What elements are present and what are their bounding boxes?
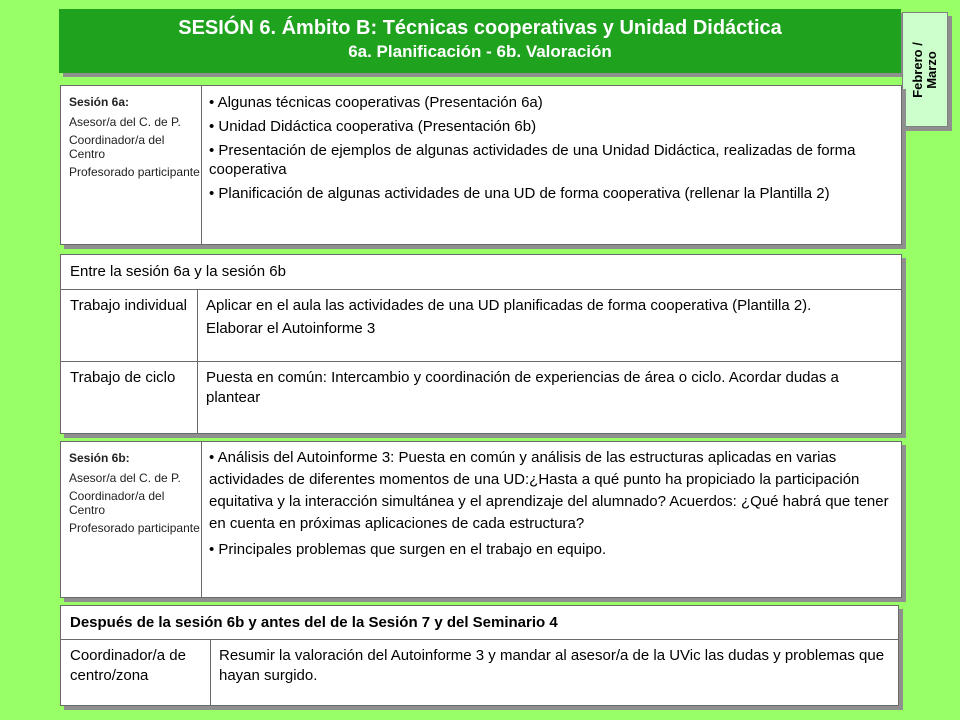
table-row	[61, 362, 901, 433]
role-item: Asesor/a del C. de P.	[69, 471, 181, 485]
session-subtitle: 6a. Planificación - 6b. Valoración	[348, 42, 612, 61]
activity-item: • Presentación de ejemplos de algunas actividades de una Unidad Didáctica, realizadas de forma cooperativa	[209, 142, 856, 178]
session-6a-panel	[60, 85, 902, 245]
activity-item: • Planificación de algunas actividades de una UD de forma cooperativa (rellenar la Plantilla 2)	[209, 185, 830, 202]
session-6a-participants	[61, 86, 202, 244]
session-6b-activities	[202, 442, 901, 597]
row-content: Aplicar en el aula las actividades de una UD planificadas de forma cooperativa (Plantilla 2). Elaborar el Autoinforme 3	[206, 297, 812, 337]
activity-item: • Principales problemas que surgen en el trabajo en equipo.	[209, 541, 607, 558]
after-session-table	[60, 605, 899, 706]
session-6b-heading: Sesión 6b:	[69, 451, 130, 465]
row-label: Trabajo individual	[61, 290, 198, 361]
after-session-header: Después de la sesión 6b y antes del de la Sesión 7 y del Seminario 4	[61, 606, 898, 640]
session-6b-panel	[60, 441, 902, 598]
session-6a-heading: Sesión 6a:	[69, 95, 130, 109]
date-label: Febrero / Marzo	[910, 41, 939, 98]
activity-item: • Algunas técnicas cooperativas (Presentación 6a)	[209, 94, 543, 111]
role-item: Profesorado participante	[69, 165, 200, 179]
activity-item: • Análisis del Autoinforme 3: Puesta en común y análisis de las estructuras aplicadas en varias actividades de diferentes momentos de una UD:¿Hasta a qué punto ha propiciado la participación equitativa y la interacción simultánea y el aprendizaje del alumnado? Acuerdos: ¿Qué habrá que tener en cuenta en próximas aplicaciones de cada estructura?	[209, 449, 889, 532]
row-content: Puesta en común: Intercambio y coordinación de experiencias de área o ciclo. Acordar dudas a plantear	[206, 369, 839, 406]
role-item: Profesorado participante	[69, 521, 200, 535]
role-item: Coordinador/a del Centro	[69, 133, 165, 161]
row-content: Resumir la valoración del Autoinforme 3 y mandar al asesor/a de la UVic las dudas y problemas que hayan surgido.	[219, 647, 885, 684]
between-sessions-header: Entre la sesión 6a y la sesión 6b	[61, 255, 901, 290]
date-label-box	[902, 12, 948, 127]
table-row	[61, 640, 898, 705]
session-title-banner	[59, 9, 901, 73]
role-item: Coordinador/a del Centro	[69, 489, 165, 517]
session-title: SESIÓN 6. Ámbito B: Técnicas cooperativas y Unidad Didáctica	[178, 17, 782, 39]
between-sessions-table	[60, 254, 902, 434]
row-label: Coordinador/a de centro/zona	[61, 640, 211, 705]
session-6b-participants	[61, 442, 202, 597]
role-item: Asesor/a del C. de P.	[69, 115, 181, 129]
table-row	[61, 290, 901, 362]
activity-item: • Unidad Didáctica cooperativa (Presentación 6b)	[209, 118, 537, 135]
session-6a-activities	[202, 86, 901, 244]
row-label: Trabajo de ciclo	[61, 362, 198, 433]
